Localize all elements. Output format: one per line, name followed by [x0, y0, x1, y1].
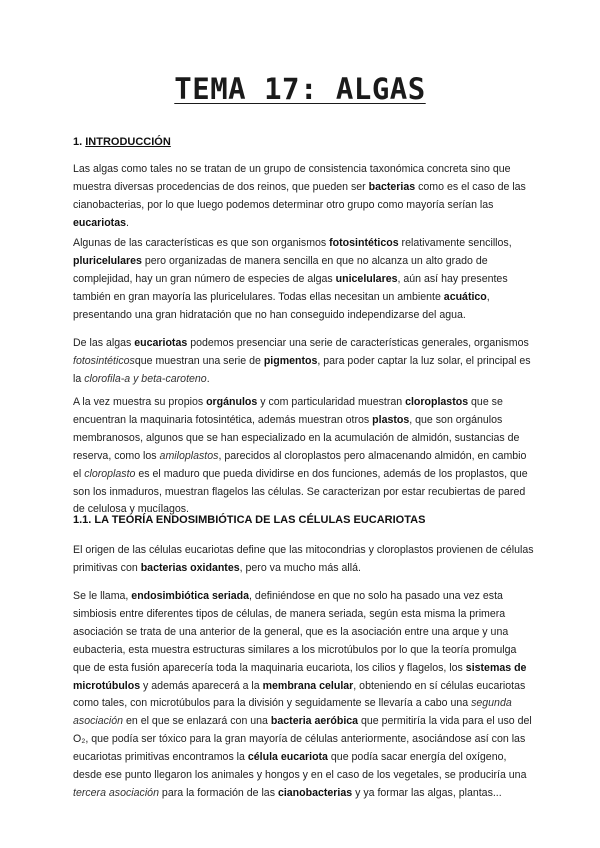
page-title: TEMA 17: ALGAS	[174, 72, 426, 106]
section-heading-introduccion	[73, 136, 171, 148]
paragraph-2: Algunas de las características es que son organismos fotosintéticos relativamente sencillos, pluricelulares pero organizadas de manera sencilla en que no alcanza un alto grado de complejidad, hay un gran número de especies de algas unicelulares, aún así hay presentes también en gran mayoría las pluricelulares. Todas ellas necesitan un ambiente acuático, presentando una gran hidratación que no han conseguido independizarse del agua.	[73, 237, 512, 321]
paragraph-6: Se le llama, endosimbiótica seriada, definiéndose en que no solo ha pasado una vez esta simbiosis entre diferentes tipos de células, de manera seriada, según esta misma la primera asociación se trata de una anterior de la general, que es la asociación entre una arque y una eubacteria, esta muestra estructuras similares a los microtúbulos por lo que la teoría promulga que de esta fusión aparecería toda la maquinaria eucariota, los cilios y flagelos, los sistemas de microtúbulos y además aparecerá a la membrana celular, obteniendo en sí células eucariotas como tales, con microtúbulos para la división y seguidamente se llevaría a cabo una segunda asociación en el que se enlazará con una bacteria aeróbica que permitiría la vida para el uso del O₂, que podía ser tóxico para la gran mayoría de células anteriormente, asociándose así con las eucariotas primitivas encontramos la célula eucariota que podía sacar energía del oxígeno, desde ese punto llegaron los animales y hongos y en el caso de los vegetales, se produciría una tercera asociación para la formación de las cianobacterias y ya formar las algas, plantas...	[73, 590, 532, 799]
paragraph-1: Las algas como tales no se tratan de un grupo de consistencia taxonómica concreta sino que muestra diversas procedencias de dos reinos, que pueden ser bacterias como es el caso de las cianobacterias, por lo que luego podemos determinar otro grupo como mayoría serían las eucariotas.	[73, 163, 526, 229]
section-number: 1.	[73, 136, 86, 148]
paragraph-4: A la vez muestra su propios orgánulos y com particularidad muestran cloroplastos que se encuentran la maquinaria fotosintética, además muestran otros plastos, que son orgánulos membranosos, algunos que se han especializado en la acumulación de almidón, sustancias de reserva, como los amiloplastos, parecidos al cloroplastos pero almacenando almidón, en cambio el cloroplasto es el maduro que pueda dividirse en dos funciones, además de los proplastos, que son los inmaduros, muestran flagelos las células. Se caracterizan por estar recubiertas de pared de celulosa y mucílagos.	[73, 396, 528, 516]
paragraph-3: De las algas eucariotas podemos presenciar una serie de características generales, organismos fotosintéticosque muestran una serie de pigmentos, para poder captar la luz solar, el principal es la clorofila-a y beta-caroteno.	[73, 337, 531, 385]
paragraph-5: El origen de las células eucariotas define que las mitocondrias y cloroplastos provienen de células primitivas con bacterias oxidantes, pero va mucho más allá.	[73, 544, 534, 574]
section-heading-teoria-endosimbiotica: 1.1. LA TEORÍA ENDOSIMBIÓTICA DE LAS CÉLULAS EUCARIOTAS	[73, 514, 426, 526]
section-title: INTRODUCCIÓN	[85, 136, 171, 148]
